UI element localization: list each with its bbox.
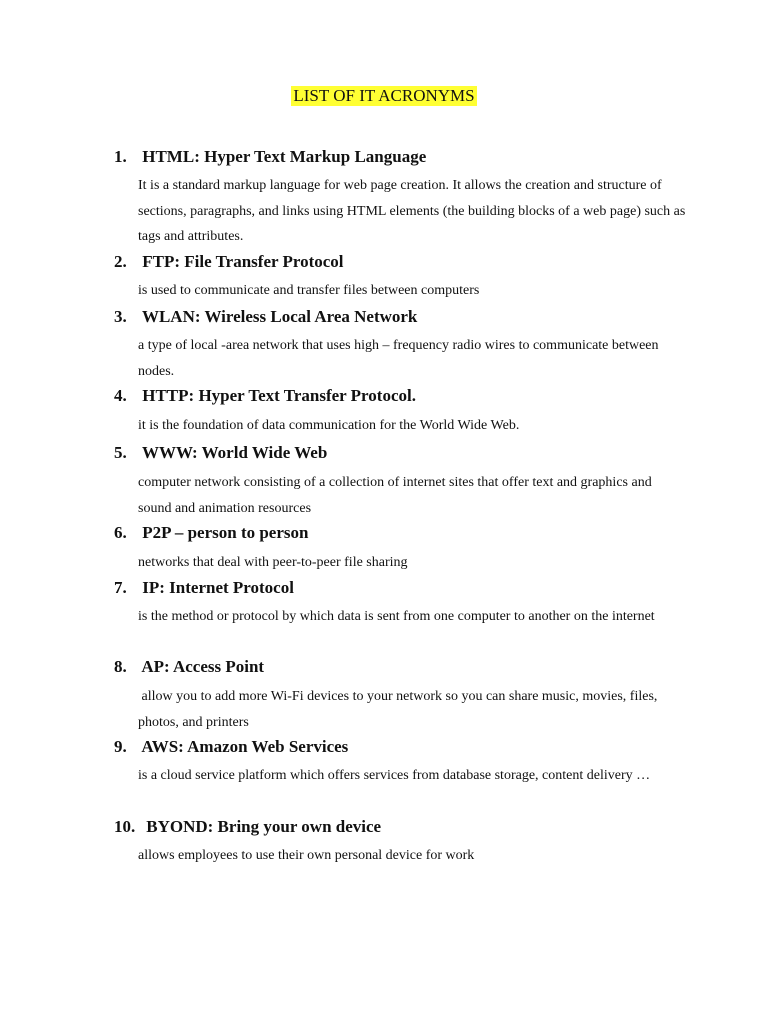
item-description: it is the foundation of data communication for the World Wide Web.: [138, 418, 520, 433]
item-number: 8.: [114, 657, 127, 676]
item-heading: [114, 443, 327, 463]
item-title: IP: Internet Protocol: [142, 578, 294, 597]
item-title: HTTP: Hyper Text Transfer Protocol.: [142, 386, 416, 405]
item-heading: [114, 386, 416, 406]
item-description: networks that deal with peer-to-peer file sharing: [138, 555, 408, 570]
item-number: 5.: [114, 443, 127, 462]
item-number: 2.: [114, 252, 127, 271]
title-wrap: [0, 86, 768, 106]
item-description: computer network consisting of a collection of internet sites that offer text and graphics and sound and animation resources: [138, 475, 652, 516]
item-number: 9.: [114, 737, 127, 756]
item-description: a type of local -area network that uses high – frequency radio wires to communicate between nodes.: [138, 338, 659, 379]
item-description: is a cloud service platform which offers services from database storage, content delivery …: [138, 768, 651, 783]
item-number: 3.: [114, 307, 127, 326]
item-number: 4.: [114, 386, 127, 405]
item-heading: [114, 147, 426, 167]
item-number: 7.: [114, 578, 127, 597]
item-number: 1.: [114, 147, 127, 166]
item-title: WLAN: Wireless Local Area Network: [141, 307, 418, 326]
item-description: is the method or protocol by which data is sent from one computer to another on the internet: [138, 609, 655, 624]
item-number: 6.: [114, 523, 127, 542]
item-title: P2P – person to person: [142, 523, 309, 542]
item-description: allow you to add more Wi-Fi devices to your network so you can share music, movies, files, photos, and printers: [138, 689, 661, 730]
item-description: It is a standard markup language for web page creation. It allows the creation and structure of sections, paragraphs, and links using HTML elements (the building blocks of a web page) such as tags and attributes.: [138, 178, 686, 244]
item-title: FTP: File Transfer Protocol: [142, 252, 344, 271]
item-title: BYOND: Bring your own device: [146, 817, 382, 836]
item-heading: [114, 737, 348, 757]
item-heading: [114, 657, 264, 677]
item-heading: [114, 817, 381, 837]
item-title: WWW: World Wide Web: [141, 443, 328, 462]
item-heading: [114, 523, 308, 543]
item-description: allows employees to use their own personal device for work: [138, 848, 475, 863]
item-title: HTML: Hyper Text Markup Language: [142, 147, 427, 166]
item-description: is used to communicate and transfer files between computers: [138, 283, 480, 298]
item-heading: [114, 252, 344, 272]
item-heading: [114, 307, 417, 327]
document-title: LIST OF IT ACRONYMS: [293, 86, 475, 105]
item-title: AP: Access Point: [141, 657, 265, 676]
item-title: AWS: Amazon Web Services: [141, 737, 349, 756]
item-heading: [114, 578, 294, 598]
item-number: 10.: [114, 817, 136, 836]
